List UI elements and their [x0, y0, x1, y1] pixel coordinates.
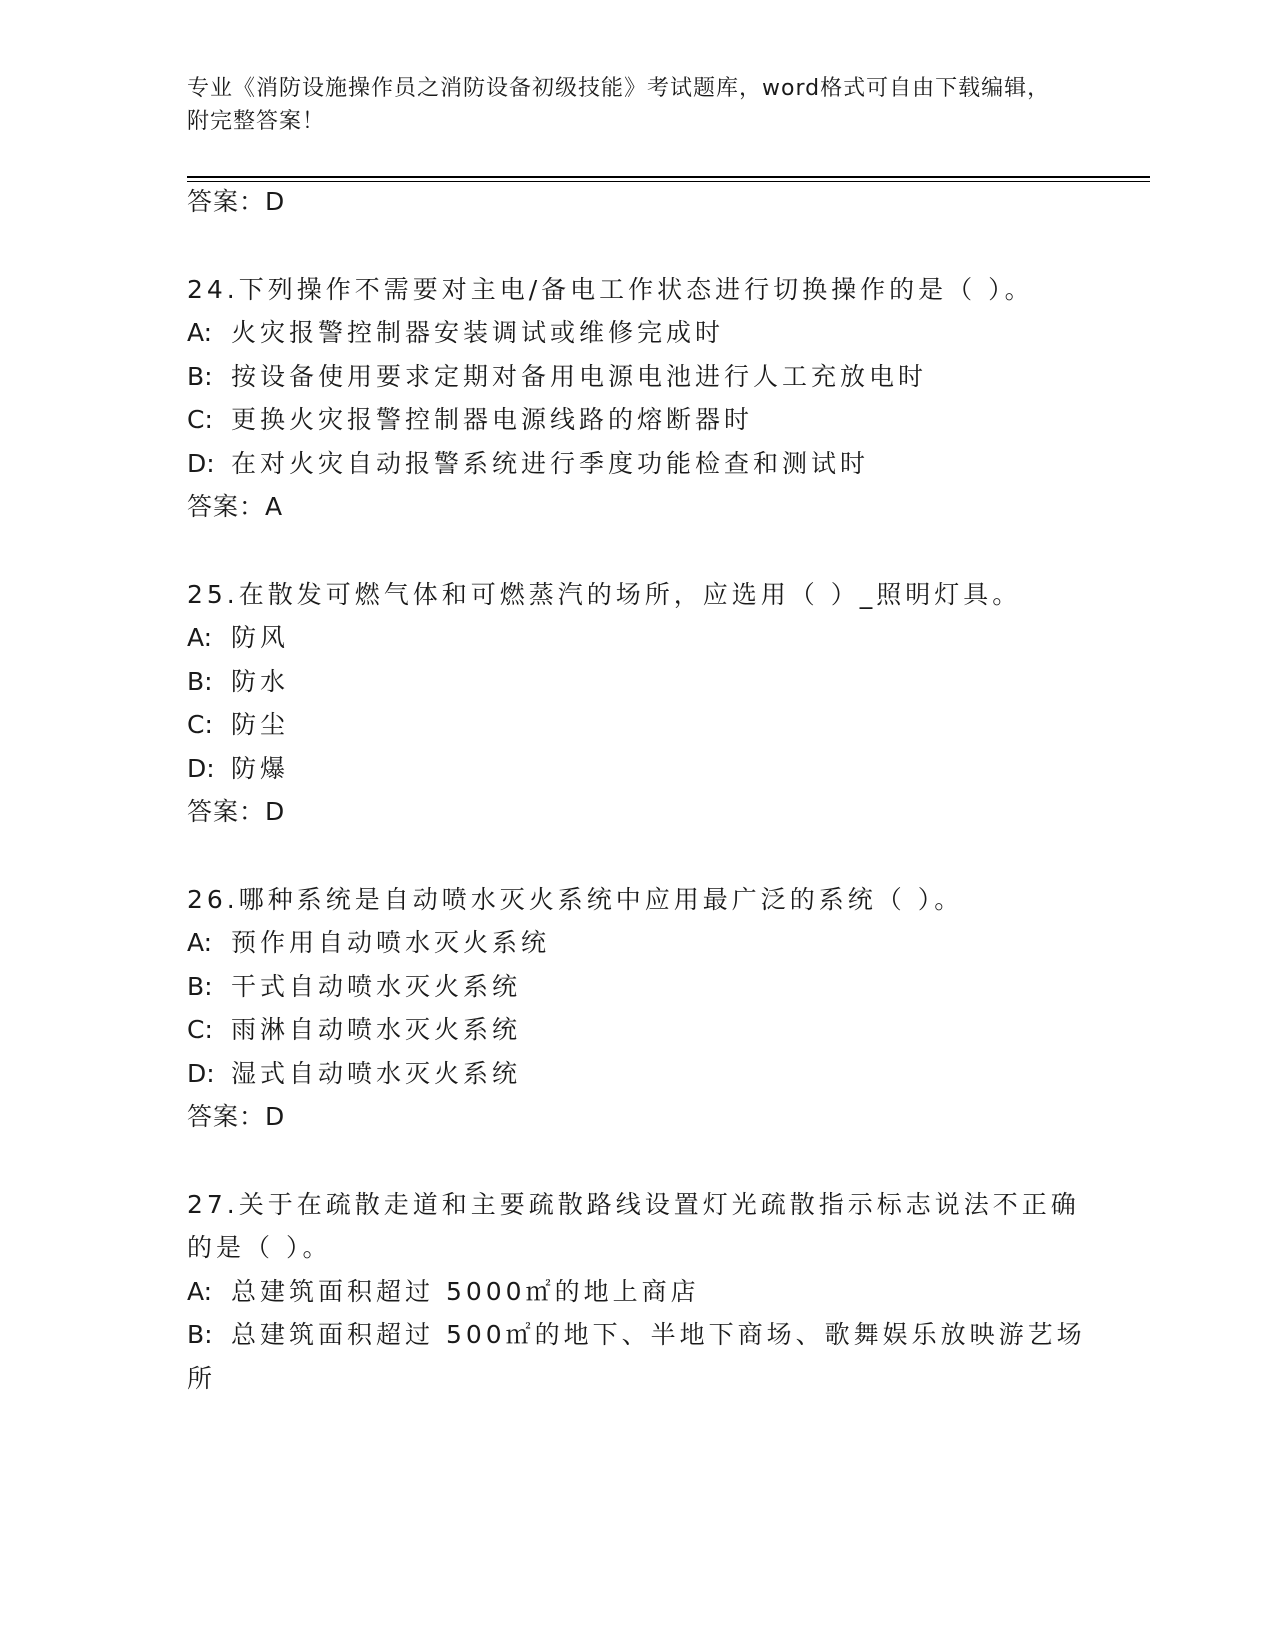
- option-letter: C:: [187, 1015, 213, 1044]
- option-text: 雨淋自动喷水灭火系统: [231, 1015, 522, 1044]
- question-27-option-b-continued: 所: [187, 1364, 217, 1393]
- option-text: 防水: [231, 667, 290, 696]
- document-header: 专业《消防设施操作员之消防设备初级技能》考试题库，word格式可自由下载编辑，附完整答案！: [187, 76, 1051, 134]
- question-27-option-b: [187, 1320, 1086, 1350]
- question-24-option-c: [187, 405, 753, 435]
- option-letter: A:: [187, 623, 213, 652]
- option-text: 防爆: [231, 754, 290, 783]
- option-letter: B:: [187, 1320, 213, 1349]
- option-letter: B:: [187, 667, 213, 696]
- answer-23: 答案：D: [187, 187, 286, 216]
- option-letter: A:: [187, 318, 213, 347]
- option-text: 在对火灾自动报警系统进行季度功能检查和测试时: [231, 449, 870, 478]
- question-27-stem-line1: 27.关于在疏散走道和主要疏散路线设置灯光疏散指示标志说法不正确: [187, 1190, 1080, 1219]
- option-text: 按设备使用要求定期对备用电源电池进行人工充放电时: [231, 362, 928, 391]
- option-text: 更换火灾报警控制器电源线路的熔断器时: [231, 405, 754, 434]
- question-24-option-d: [187, 449, 869, 479]
- option-letter: A:: [187, 1277, 213, 1306]
- option-text: 总建筑面积超过 5000㎡的地上商店: [231, 1277, 700, 1306]
- option-letter: D:: [187, 754, 215, 783]
- option-text: 干式自动喷水灭火系统: [231, 972, 522, 1001]
- option-text: 湿式自动喷水灭火系统: [231, 1059, 522, 1088]
- question-27-stem-line2: 的是（ ）。: [187, 1233, 332, 1262]
- option-text: 火灾报警控制器安装调试或维修完成时: [231, 318, 725, 347]
- question-25-option-c: [187, 710, 289, 740]
- question-24-option-b: [187, 362, 927, 392]
- option-letter: C:: [187, 710, 213, 739]
- question-26-option-a: [187, 928, 550, 958]
- answer-24: 答案：A: [187, 492, 284, 521]
- option-letter: A:: [187, 928, 213, 957]
- option-text: 防尘: [231, 710, 290, 739]
- question-25-stem: 25.在散发可燃气体和可燃蒸汽的场所，应选用（ ）_照明灯具。: [187, 580, 1022, 609]
- question-24-option-a: [187, 318, 724, 348]
- question-26-option-c: [187, 1015, 521, 1045]
- option-text: 防风: [231, 623, 290, 652]
- question-26-option-d: [187, 1059, 521, 1089]
- option-text: 总建筑面积超过 500㎡的地下、半地下商场、歌舞娱乐放映游艺场: [231, 1320, 1086, 1349]
- question-26-stem: 26.哪种系统是自动喷水灭火系统中应用最广泛的系统（ ）。: [187, 885, 964, 914]
- question-27-option-a: [187, 1277, 700, 1307]
- option-letter: B:: [187, 972, 213, 1001]
- option-letter: C:: [187, 405, 213, 434]
- option-letter: D:: [187, 1059, 215, 1088]
- question-25-option-a: [187, 623, 289, 653]
- option-text: 预作用自动喷水灭火系统: [231, 928, 551, 957]
- header-divider: [187, 176, 1150, 182]
- option-letter: D:: [187, 449, 215, 478]
- question-24-stem: 24.下列操作不需要对主电/备电工作状态进行切换操作的是（ ）。: [187, 275, 1034, 304]
- answer-26: 答案：D: [187, 1102, 286, 1131]
- question-25-option-b: [187, 667, 289, 697]
- option-letter: B:: [187, 362, 213, 391]
- question-26-option-b: [187, 972, 521, 1002]
- answer-25: 答案：D: [187, 797, 286, 826]
- question-25-option-d: [187, 754, 289, 784]
